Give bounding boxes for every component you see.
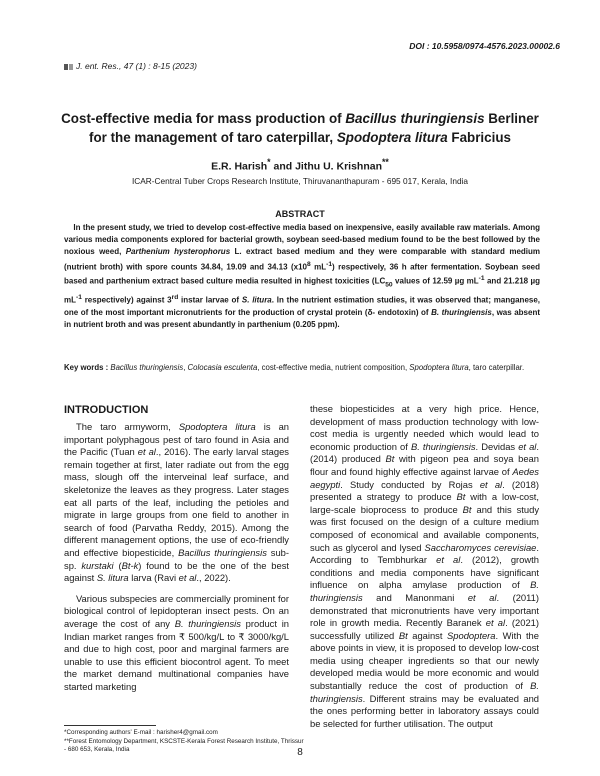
affiliation: ICAR-Central Tuber Crops Research Institute, Thiruvananthapuram - 695 017, Kerala, India bbox=[131, 176, 469, 186]
journal-citation: J. ent. Res., 47 (1) : 8-15 (2023) bbox=[64, 61, 197, 71]
doi-line: DOI : 10.5958/0974-4576.2023.00002.6 bbox=[409, 41, 560, 51]
journal-logo-icon bbox=[64, 63, 74, 71]
page-number: 8 bbox=[297, 747, 303, 758]
abstract-heading: ABSTRACT bbox=[275, 209, 325, 219]
paragraph: these biopesticides at a very high price. Hence, development of mass production technology with low-cost media is urgently needed which would lead to economic production of B. thuringiensis. Devidas et al. (2014) produced Bt with pigeon pea and soya bean flour and found highly effective against larvae of Aedes aegypti. Study conducted by Rojas et al. (2018) presented a strategy to produce Bt with a low-cost, large-scale bioprocess to produce Bt and this study was first focused on the design of a culture medium composed of economical and available components, such as glycerol and lysed Saccharomyces cerevisiae. According to Tembhurkar et al. (2012), growth conditions and media components have significant influence on alpha amylase production of B. thuringiensis and Manonmani et al. (2011) demonstrated that micronutrients have very important role in growth media. Recently Baranek et al. (2021) successfully utilized Bt against Spodoptera. With the above points in view, it is proposed to develop low-cost media using cheaper ingredients so that our newly developed media would be more economic and would substantially reduce the cost of production of B. thuringiensis. Different strains may be evaluated and the ones performing better in laboratory assays could be selected for further utilisation. The output bbox=[310, 403, 540, 729]
paragraph: The taro armyworm, Spodoptera litura is an important polyphagous pest of taro found in Asia and the Pacific (Tuan et al., 2016). The early larval stages remain together at first, later radiate out from the egg mass, slough off the interveinal leaf surface, and skeletonize the leaves as they progress. Later stages eat all parts of the leaf, including the petioles and migrate in large groups from one field to another in search of food (Parvatha Reddy, 2015). Among the different management options, the use of eco-friendly and effective biopesticide, Bacillus thuringiensis sub-sp. kurstaki (Bt-k) found to be the one of the best against S. litura larva (Ravi et al., 2022). bbox=[64, 421, 290, 584]
authors: E.R. Harish* and Jithu U. Krishnan** bbox=[211, 157, 389, 173]
paper-title: Cost-effective media for mass production of Bacillus thuringiensis Berliner for the management of taro caterpillar, Spodoptera litura Fabricius bbox=[61, 111, 539, 145]
footnote-rule bbox=[64, 725, 156, 726]
body-column-right bbox=[310, 403, 539, 738]
paragraph: Various subspecies are commercially prominent for biological control of lepidopteran insect pests. On an average the cost of any B. thuringiensis product in Indian market ranges from ₹ 500/kg/L to ₹ 3000/kg/L and due to high cost, poor and marginal farmers are unable to use this efficient biocontrol agent. To meet the market demand multinational companies have started marketing bbox=[64, 592, 289, 692]
abstract-text: In the present study, we tried to develop cost-effective media based on inexpensive, easily available raw materials. Among various media components explored for bacterial growth, soybean seed-based medium found to be the best followed by the noxious weed, Parthenium hysterophorus L. extract based medium and they were comparable with standard medium (nutrient broth) with spore counts 34.84, 19.09 and 34.13 ($x10^8$ $mL^{-1}$) respectively, 36 h after fermentation. Soybean seed based and parthenium extract based culture media resulted in highest toxicities ($LC_{50}$ values of 12.59 µg $mL^{-1}$ and 21.218 µg $mL^{-1}$ respectively) against 3rd instar larvae of S. litura. In the nutrient estimation studies, it was observed that; manganese, one of the most important micronutrients for the production of crystal protein (δ- endotoxin) of B. thuringiensis, was absent in nutrient broth and was present abundantly in parthenium (0.205 ppm). bbox=[64, 223, 541, 329]
body-column-left bbox=[64, 421, 289, 701]
keywords: Key words : Bacillus thuringiensis, Colocasia esculenta, cost-effective media, nutrient composition, Spodoptera litura, taro caterpillar. bbox=[64, 363, 525, 372]
footnote-affiliation: **Forest Entomology Department, KSCSTE-Kerala Forest Research Institute, Thrissur - 680 653, Kerala, India bbox=[64, 737, 304, 753]
footnote-corresponding: *Corresponding authors' E-mail : harisher4@gmail.com bbox=[64, 729, 218, 736]
introduction-heading: INTRODUCTION bbox=[64, 404, 149, 416]
